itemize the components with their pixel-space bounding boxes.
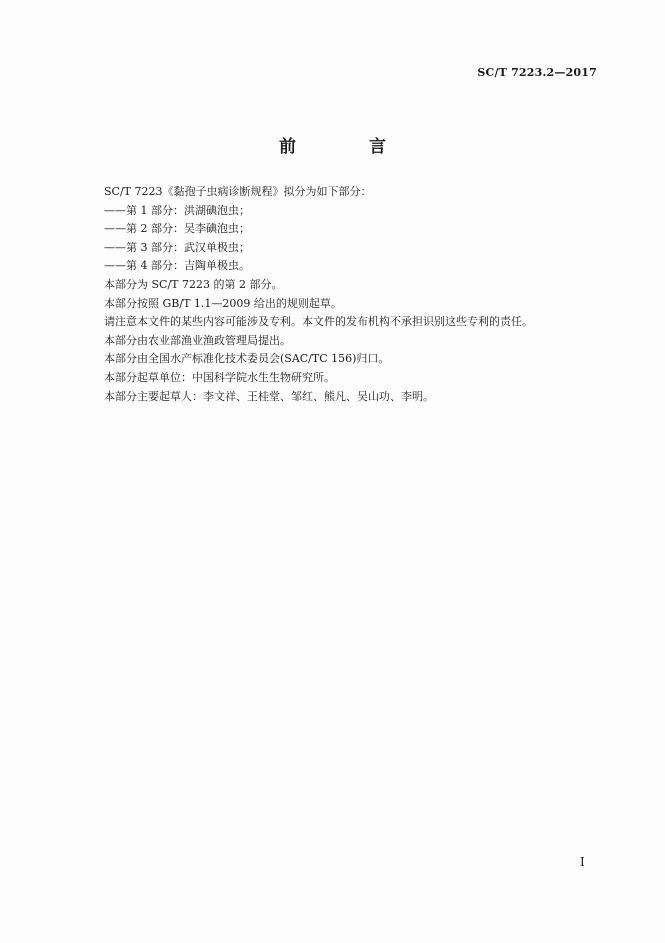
paragraph-drafting-unit: 本部分起草单位：中国科学院水生生物研究所。 — [104, 370, 335, 384]
list-item-part-3: ——第 3 部分：武汉单极虫； — [104, 240, 250, 254]
list-item-part-1: ——第 1 部分：洪湖碘泡虫； — [104, 203, 250, 217]
list-item-part-4: ——第 4 部分：吉陶单极虫。 — [104, 259, 250, 273]
foreword-body — [104, 183, 604, 406]
paragraph-patent-notice: 请注意本文件的某些内容可能涉及专利。本文件的发布机构不承担识别这些专利的责任。 — [104, 315, 533, 329]
paragraph-proposer: 本部分由农业部渔业渔政管理局提出。 — [104, 333, 291, 347]
paragraph-scope: 本部分为 SC/T 7223 的第 2 部分。 — [104, 277, 283, 291]
paragraph-committee: 本部分由全国水产标准化技术委员会(SAC/TC 156)归口。 — [104, 352, 390, 366]
page-title: 前 言 — [279, 137, 414, 157]
standard-code: SC/T 7223.2—2017 — [477, 66, 597, 79]
paragraph-drafting-rules: 本部分按照 GB/T 1.1—2009 给出的规则起草。 — [104, 296, 342, 310]
list-item-part-2: ——第 2 部分：吴李碘泡虫； — [104, 222, 250, 236]
page-number: I — [580, 855, 585, 869]
paragraph-intro: SC/T 7223《黏孢子虫病诊断规程》拟分为如下部分： — [104, 185, 372, 198]
paragraph-drafters: 本部分主要起草人：李文祥、王桂堂、邹红、熊凡、吴山功、李明。 — [104, 389, 434, 403]
